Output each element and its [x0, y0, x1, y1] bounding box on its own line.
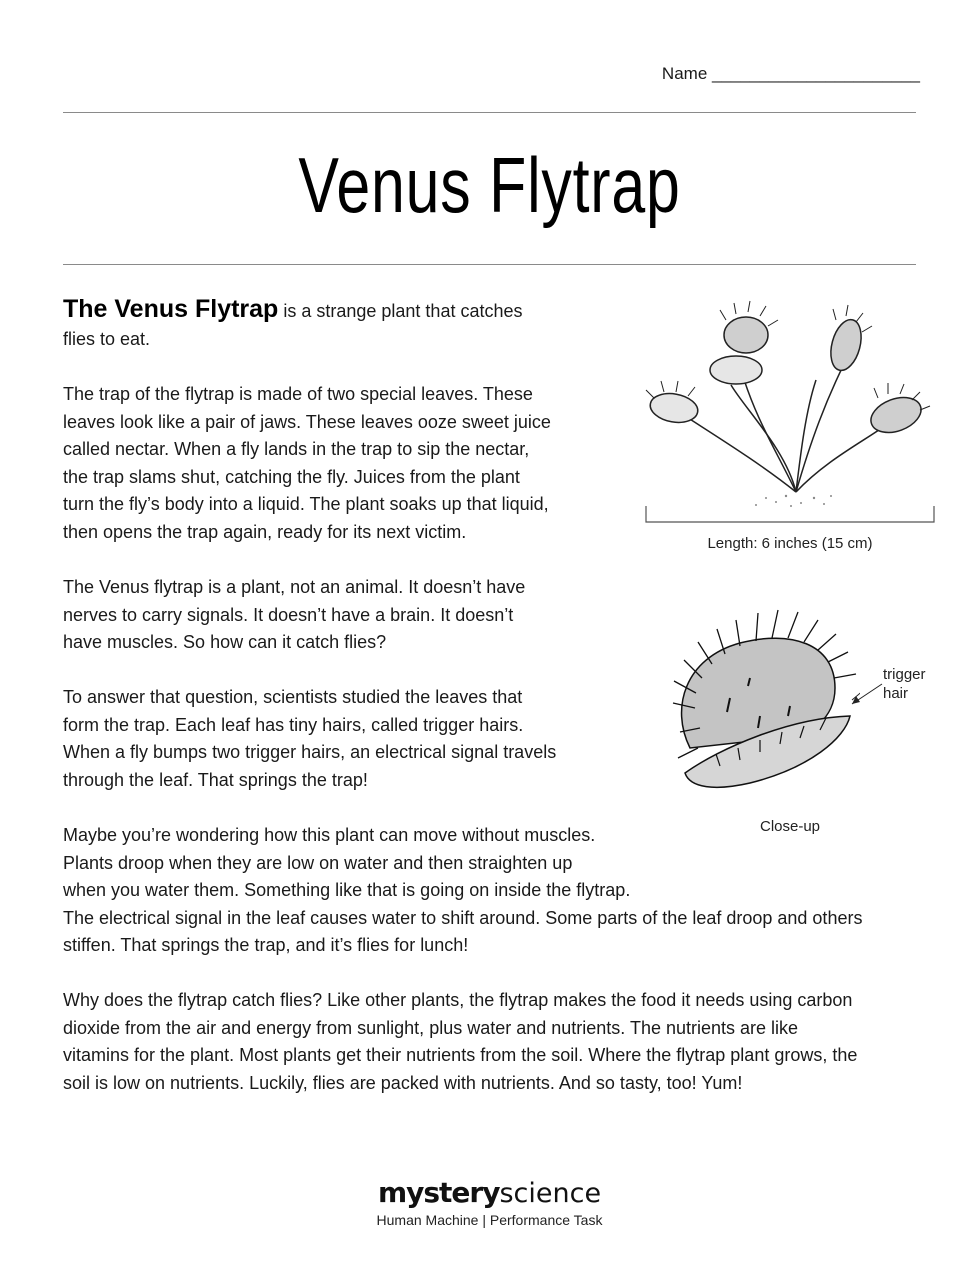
- text-line: vitamins for the plant. Most plants get their nutrients from the soil. Where the flytrap plant grows, the: [63, 1045, 858, 1065]
- text-line: The Venus flytrap is a plant, not an animal. It doesn’t have: [63, 577, 526, 597]
- title-rule: [63, 264, 916, 265]
- footer-subtitle: Human Machine | Performance Task: [376, 1212, 603, 1228]
- paragraph-trap: [63, 381, 623, 546]
- text-line: leaves look like a pair of jaws. These leaves ooze sweet juice: [63, 411, 551, 432]
- text-line: When a fly bumps two trigger hairs, an electrical signal travels: [63, 742, 557, 762]
- intro-text-line2: flies to eat.: [63, 328, 151, 349]
- paragraph-not-animal: [63, 574, 623, 657]
- text-line: stiffen. That springs the trap, and it’s flies for lunch!: [63, 935, 469, 955]
- text-line: then opens the trap again, ready for its next victim.: [63, 521, 467, 542]
- mystery-science-logo: [0, 1176, 979, 1209]
- intro-paragraph: [63, 296, 603, 353]
- trigger-label-line2: hair: [883, 685, 909, 702]
- text-line: dioxide from the air and energy from sunlight, plus water and nutrients. The nutrients are like: [63, 1017, 799, 1038]
- trigger-label-line1: trigger: [883, 666, 926, 683]
- name-field: Name ______________________: [661, 64, 920, 83]
- text-line: through the leaf. That springs the trap!: [63, 769, 368, 790]
- closeup-caption: Close-up: [759, 818, 821, 835]
- paragraph-trigger-hairs: [63, 684, 623, 794]
- flytrap-closeup-illustration: [660, 598, 860, 798]
- text-line: To answer that question, scientists studied the leaves that: [63, 687, 523, 707]
- intro-strong: The Venus Flytrap: [63, 295, 279, 323]
- text-line: soil is low on nutrients. Luckily, flies are packed with nutrients. And so tasty, too! Yum!: [63, 1072, 743, 1093]
- logo-light-text: science: [499, 1178, 602, 1209]
- paragraph-why-flies: [63, 987, 923, 1097]
- text-line: the trap slams shut, catching the fly. Juices from the plant: [63, 466, 520, 487]
- text-line: when you water them. Something like that is going on inside the flytrap.: [63, 880, 631, 900]
- text-line: The trap of the flytrap is made of two special leaves. These: [63, 384, 533, 404]
- paragraph-without-muscles: [63, 822, 923, 960]
- intro-text: is a strange plant that catches: [278, 301, 523, 321]
- text-line: turn the fly’s body into a liquid. The plant soaks up that liquid,: [63, 494, 549, 514]
- venus-flytrap-plant-illustration: [636, 300, 941, 530]
- logo-bold-text: mystery: [377, 1176, 500, 1209]
- trigger-hair-pointer-arrow: [846, 680, 886, 710]
- text-line: Why does the flytrap catch flies? Like other plants, the flytrap makes the food it needs using carbon: [63, 990, 853, 1010]
- text-line: The electrical signal in the leaf causes water to shift around. Some parts of the leaf droop and others: [63, 907, 863, 928]
- text-line: Maybe you’re wondering how this plant can move without muscles.: [63, 825, 596, 845]
- text-line: called nectar. When a fly lands in the trap to sip the nectar,: [63, 439, 530, 459]
- plant-length-caption: Length: 6 inches (15 cm): [707, 535, 873, 552]
- page-title: Venus Flytrap: [298, 141, 681, 229]
- trigger-hair-label: [883, 665, 926, 703]
- top-rule: [63, 112, 916, 113]
- text-line: form the trap. Each leaf has tiny hairs, called trigger hairs.: [63, 714, 524, 735]
- text-line: have muscles. So how can it catch flies?: [63, 632, 387, 652]
- text-line: nerves to carry signals. It doesn’t have a brain. It doesn’t: [63, 604, 514, 625]
- text-line: Plants droop when they are low on water and then straighten up: [63, 852, 573, 873]
